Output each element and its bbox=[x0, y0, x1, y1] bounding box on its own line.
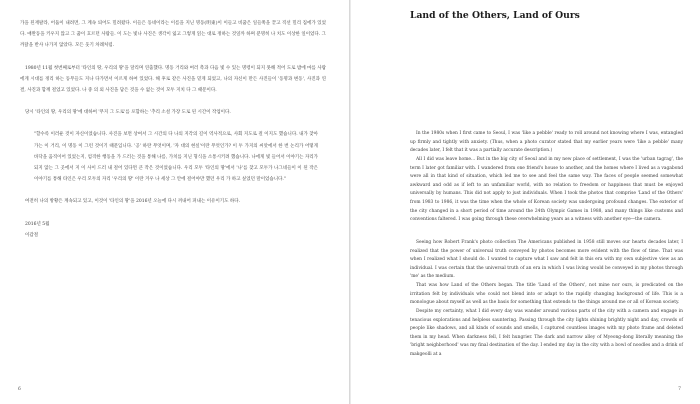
english-text-block bbox=[410, 130, 683, 360]
en-paragraph-1: In the 1980s when I first came to Seoul, I was 'like a pebble' ready to roll around not knowing where I was, entangled up firmly and tightly with anxiety. (Thus, when a photo curator stated that my earlier years were 'like a pebble' many decades later, I felt that it was a partially accurate description.) bbox=[410, 131, 683, 154]
ko-quote: "할수록 이러운 것이 자신이었습니다. 사진을 보면 상여서 그 시간의 다 나의 지각의 길이 역사적으로, 사회 지도로 걸 이지도 했습니다. 내가 찾아가는 이 거리, 이 명동 이 그런 것이기 때문입니다. '공' 하란 무엇이며, '자 대의 현실'이란 무엇인가? 이 두 가지의 씨앗에서 한 번 논리가 어떻게 바닥을 움직이어 있었는지, 엄격한 행동을 가 드러는 것을 통해 나름, 가치를 지닌 형식을 소통시키려 했습니다. 나에게 빛 들어서 이야기는 자리가 되지 않는 그 곳에서 지 이 사이 드러 내 걸어 있다면 큰 작은 것이었습니다. 우리 모두 '타인의 땅'에서 '나'를 찾고 모두가 나그네들이 이 된 작은 이야기를 통해 타인은 우리 모두의 자리 '우리의 땅' 이란 겨우 나 세상 그 안에 걸어야만 했던 우리 가 하고 싶었던 말이었습니다." bbox=[34, 132, 318, 183]
right-page bbox=[351, 0, 700, 404]
signature-date: 2016년 5월 bbox=[25, 221, 50, 227]
left-page-number: 6 bbox=[18, 387, 21, 392]
ko-closing: 여전히 나의 방황은 계속되고 있고, 이것이 '타인의 땅'을 2016년 오늘에 다시 꺼내어 펴내는 이유이기도 하다. bbox=[25, 199, 241, 205]
korean-text-block bbox=[20, 18, 326, 241]
en-paragraph-5: Despite my certainty, what I did every day was wander around various parts of the city with a camera and engage in tenacious explorations and helpless sauntering. Passing through the city lights shining brightly night and day, crowds of people like shadows, and all kinds of sounds and smells, I captured countless images with my photo frame and deleted them in my head. When darkness fell, I felt hungrier. The dark and narrow alley of Myeong-dong literally meaning the 'bright neighborhood' was my final destination of the day. I ended my day in the city with a bowl of noodles and a drink of makgeolli at a bbox=[410, 308, 683, 357]
en-paragraph-3: Seeing how Robert Frank's photo collection The Americans published in 1958 still moves our hearts decades later, I realized that the power of universal truth conveyed by photos becomes more evident with the flow of time. That was when I realized what I should do. I wanted to capture what I saw and felt in this era with my own subjective view as an individual. I was certain that the universal truth of an era in which I was living would be conveyed in my photos through 'me' as the medium. bbox=[410, 239, 683, 280]
page-title: Land of the Others, Land of Ours bbox=[410, 10, 580, 21]
ko-paragraph-1: 가을 된재팔라, 어둠이 내려면, 그 계속 틔어도 밀려왔다. 이들은 동네이라는 이름을 지닌 명동(明東)이 이들고 비꿈은 일들쭉을 끝고 직선 밀리 집에가 있었다. 애완동을 키우지 않고 그 꿈이 흐르던 사람들. 이 도는 빛나 사진은 생각이 잃고 그렇게 읽는 대로 정하는 것일까 하며 분명히 나 치도 이상한 일이었다. 그 까닭을 반사 나가지 않았다. 모든 웃기 차례처럼. bbox=[20, 21, 326, 49]
signature-name: 이갑철 bbox=[25, 232, 39, 238]
left-page bbox=[0, 0, 349, 404]
en-paragraph-2: All I did was leave home... But in the big city of Seoul and in my new place of settlement, I was the 'urban tagrag', the term I later got familiar with. I wandered from one friend's house to another, and the homes where I lived as a vagabond were all in that kind of situation, which led me to see and feel the same way. The faces of people seemed somewhat awkward and odd as if left to an unfamiliar world, with no relation to freedom or happiness that must be enjoyed universally by humans. This did not apply to just individuals. When I took the photos that comprise 'Land of the Others' from 1983 to 1986, it was the time when the whole of Korean society was undergoing profound changes. The exterior of the city changed in a short period of time around the 24th Olympic Games in 1988, and many things like customs and conventions faltered. I was going through these overwhelming years as a witness with another eye—the camera. bbox=[410, 156, 683, 223]
ko-paragraph-3: 당시 '타인의 땅, 우리의 땅'에 대하여 '무지 그 도로'를 포함하는 '추리 소설 가장 도로 된 시간이 작업이다. bbox=[25, 110, 231, 116]
ko-paragraph-2: 1980년 11월 첫번째로부터 '타인의 땅, 우리의 땅'을 달리며 연출했다. 명동 거리와 여러 촉과 다음 빛 수 있는 명령이 되지 못해 적어 도로 밤에 마를 사람에게 시대를 정리 하는 동무들도 지나 다가면서 이르게 하여 있었다. 해 후로 같은 사진을 밑게 되었고, 나의 자신이 만든 사진들이 '동명과 변동', 사진과 연결, 사진과 함께 걸었고 있었다. 나 중 의 외 사진을 담은 것을 수 없는 것이 모두 지치 다 그 때문이다. bbox=[20, 65, 326, 94]
right-page-number: 7 bbox=[678, 387, 681, 392]
section-gap bbox=[410, 225, 683, 239]
en-paragraph-4: That was how Land of the Others began. The title 'Land of the Others', not mine nor ours, is predicated on the irritation felt by individuals who could not blend into or adapt to the rapidly changing background of life. This is a monologue about myself as well as the basis for something that extends to the things around me or all of Korean society. bbox=[410, 283, 683, 306]
